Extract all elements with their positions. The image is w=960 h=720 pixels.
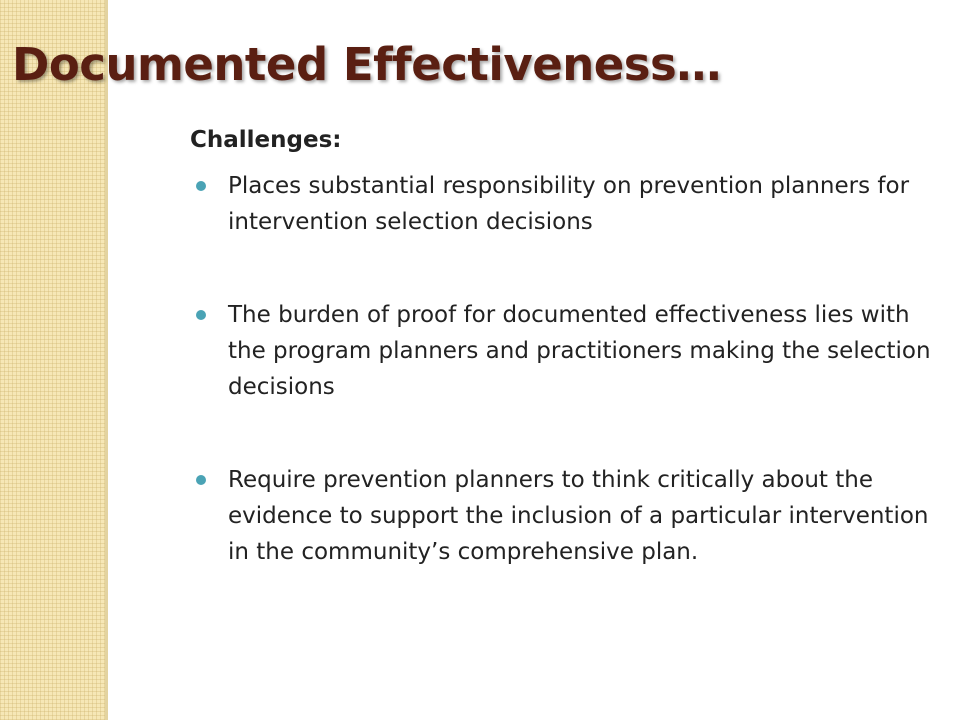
bullet-dot-icon [196,310,206,320]
bullet-item [190,297,950,405]
bullet-dot-icon [196,475,206,485]
bullet-item [190,168,950,240]
bullet-dot-icon [196,181,206,191]
bullet-text: The burden of proof for documented effectiveness lies with the program planners and practitioners making the selection decisions [228,302,931,400]
side-band-edge [105,0,108,720]
bullet-text: Places substantial responsibility on prevention planners for intervention selection decisions [228,173,910,235]
bullet-item [190,462,950,570]
decorative-side-band [0,0,105,720]
challenges-bullet-list [190,168,950,570]
challenges-subheading: Challenges: [190,127,342,153]
bullet-text: Require prevention planners to think critically about the evidence to support the inclusion of a particular intervention in the community’s comprehensive plan. [228,467,929,565]
slide-title: Documented Effectiveness… [12,38,721,91]
